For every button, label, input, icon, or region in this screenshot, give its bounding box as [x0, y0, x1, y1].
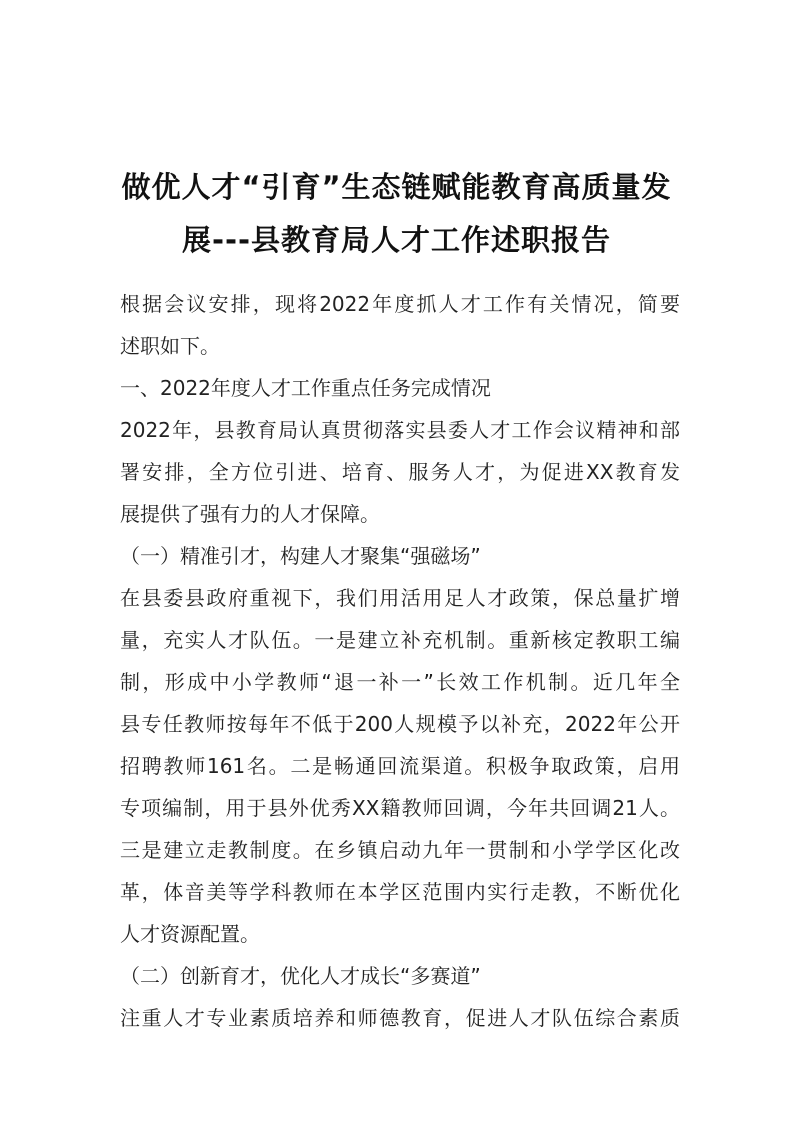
body-line: 专项编制，用于县外优秀XX籍教师回调，今年共回调21人。 [120, 796, 680, 820]
body-line: 制，形成中小学教师“退一补一”长效工作机制。近几年全 [120, 670, 680, 694]
document-title-line-2: 展---县教育局人才工作述职报告 [181, 223, 612, 257]
body-line: 三是建立走教制度。在乡镇启动九年一贯制和小学学区化改 [120, 838, 680, 862]
body-line: 述职如下。 [120, 334, 220, 358]
body-line: 量，充实人才队伍。一是建立补充机制。重新核定教职工编 [120, 628, 680, 652]
body-line: 人才资源配置。 [120, 922, 260, 946]
body-line: 2022年，县教育局认真贯彻落实县委人才工作会议精神和部 [120, 418, 680, 442]
body-line: 展提供了强有力的人才保障。 [120, 502, 380, 526]
body-line: 根据会议安排，现将2022年度抓人才工作有关情况，简要 [120, 292, 680, 316]
subsection-heading: （二）创新育才，优化人才成长“多赛道” [120, 964, 481, 988]
subsection-heading: （一）精准引才，构建人才聚集“强磁场” [120, 544, 481, 568]
document-title-line-1: 做优人才“引育”生态链赋能教育高质量发 [121, 170, 672, 204]
body-line: 招聘教师161名。二是畅通回流渠道。积极争取政策，启用 [120, 754, 680, 778]
body-line: 在县委县政府重视下，我们用活用足人才政策，保总量扩增 [120, 586, 680, 610]
section-heading: 一、2022年度人才工作重点任务完成情况 [120, 376, 491, 400]
body-line: 县专任教师按每年不低于200人规模予以补充，2022年公开 [120, 712, 680, 736]
body-line: 署安排，全方位引进、培育、服务人才，为促进XX教育发 [120, 460, 680, 484]
body-line: 革，体音美等学科教师在本学区范围内实行走教，不断优化 [120, 880, 680, 904]
body-line: 注重人才专业素质培养和师德教育，促进人才队伍综合素质 [120, 1006, 680, 1030]
